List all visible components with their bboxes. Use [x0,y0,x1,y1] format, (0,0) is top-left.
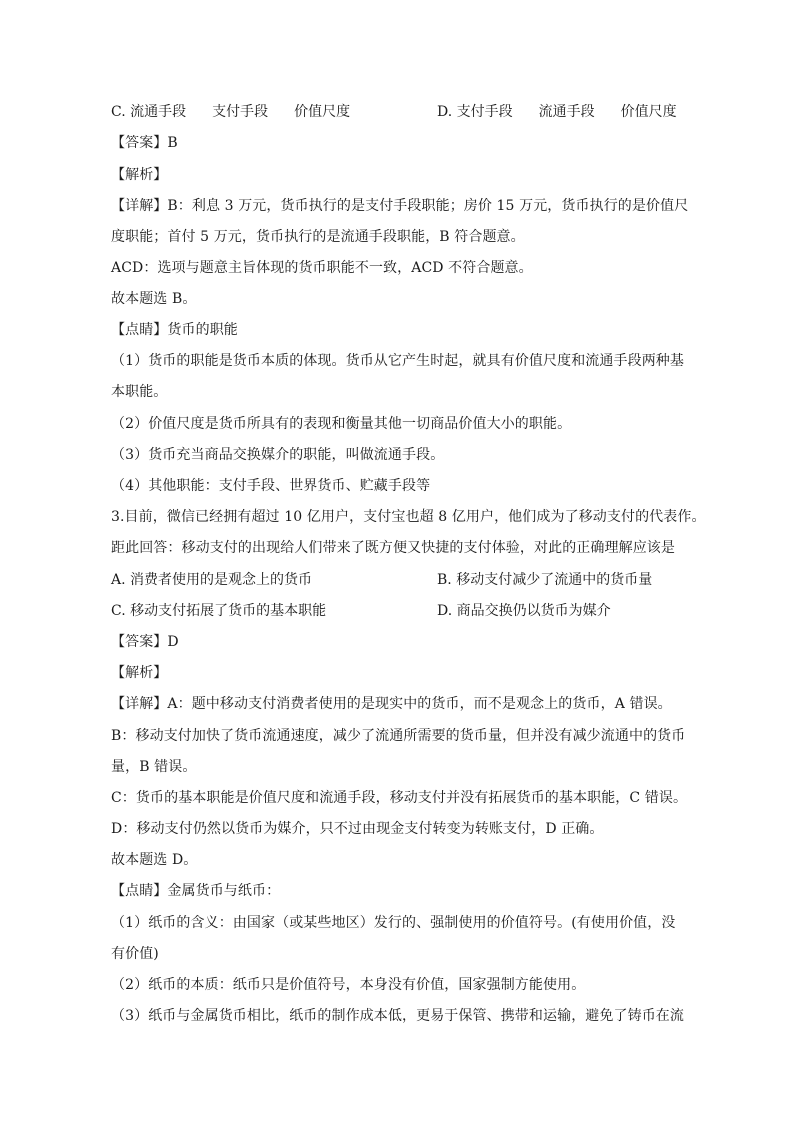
option-d-text-2: 流通手段 [538,104,595,120]
q3-point-1a: （1）纸币的含义：由国家（或某些地区）发行的、强制使用的价值符号。(有使用价值，没 [111,915,676,931]
q2-point-1b: 本职能。 [111,384,168,400]
q3-detail-1: 【详解】A：题中移动支付消费者使用的是现实中的货币，而不是观念上的货币，A 错误。 [111,696,672,712]
q3-analysis-heading: 【解析】 [111,665,168,681]
option-d-label: D. 支付手段 [437,104,513,120]
q3-point-1b: 有价值) [111,946,159,962]
q3-detail-3: C：货币的基本职能是价值尺度和流通手段，移动支付并没有拓展货币的基本职能，C 错误。 [111,790,688,806]
q2-choose-line: 故本题选 B。 [111,291,197,307]
q2-point-3: （3）货币充当商品交换媒介的职能，叫做流通手段。 [111,447,445,463]
q3-option-c: C. 移动支付拓展了货币的基本职能 [111,603,327,619]
q3-stem-line-1: 3.目前，微信已经拥有超过 10 亿用户，支付宝也超 8 亿用户，他们成为了移动支付的代表作。 [111,509,706,525]
option-d-text-3: 价值尺度 [620,104,677,120]
q3-detail-2b: 量，B 错误。 [111,759,197,775]
q2-detail-line-2: 度职能；首付 5 万元，货币执行的是流通手段职能，B 符合题意。 [111,229,525,245]
option-c-text-2: 支付手段 [212,104,269,120]
q3-detail-4: D：移动支付仍然以货币为媒介，只不过由现金支付转变为转账支付，D 正确。 [111,821,604,837]
q3-option-a: A. 消费者使用的是观念上的货币 [111,572,313,588]
q2-answer: 【答案】B [111,135,178,151]
option-d [437,102,677,122]
q2-acd-line: ACD：选项与题意主旨体现的货币职能不一致，ACD 不符合题意。 [111,260,533,276]
q2-detail-line-1: 【详解】B：利息 3 万元，货币执行的是支付手段职能；房价 15 万元，货币执行的是价值尺 [111,198,689,214]
q2-point-heading: 【点睛】货币的职能 [111,322,238,338]
q2-point-1a: （1）货币的职能是货币本质的体现。货币从它产生时起，就具有价值尺度和流通手段两种基 [111,353,685,369]
q3-choose-line: 故本题选 D。 [111,852,198,868]
option-c-label: C. 流通手段 [111,104,187,120]
q3-option-d: D. 商品交换仍以货币为媒介 [437,603,611,619]
q2-analysis-heading: 【解析】 [111,167,168,183]
q2-point-2: （2）价值尺度是货币所具有的表现和衡量其他一切商品价值大小的职能。 [111,416,572,432]
option-c-text-3: 价值尺度 [294,104,351,120]
q3-detail-2a: B：移动支付加快了货币流通速度，减少了流通所需要的货币量，但并没有减少流通中的货币 [111,728,686,744]
q3-point-3: （3）纸币与金属货币相比，纸币的制作成本低，更易于保管、携带和运输，避免了铸币在流 [111,1008,685,1024]
q3-answer: 【答案】D [111,634,179,650]
q3-point-2: （2）纸币的本质：纸币只是价值符号，本身没有价值，国家强制方能使用。 [111,977,586,993]
q3-option-b: B. 移动支付减少了流通中的货币量 [437,572,653,588]
option-c [111,102,350,122]
q3-point-heading: 【点睛】金属货币与纸币： [111,883,281,899]
q3-stem-line-2: 距此回答：移动支付的出现给人们带来了既方便又快捷的支付体验，对此的正确理解应该是 [111,540,675,556]
q2-point-4: （4）其他职能：支付手段、世界货币、贮藏手段等 [111,478,431,494]
